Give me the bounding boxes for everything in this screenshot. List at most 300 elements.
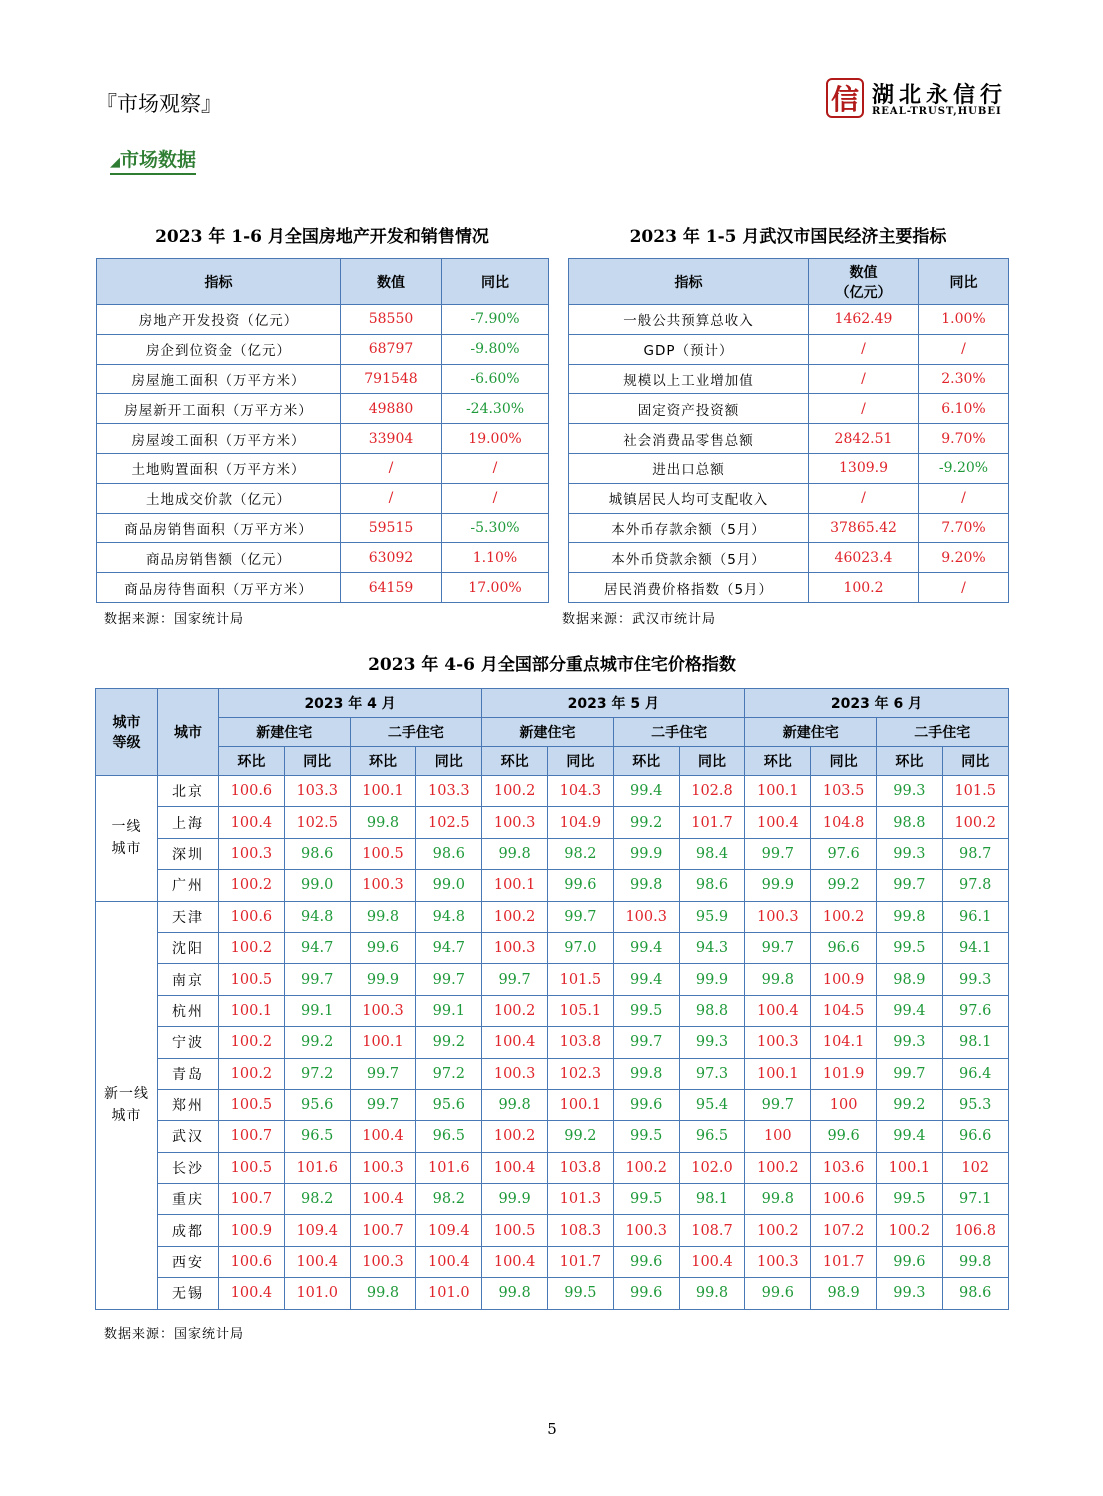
table2-header-value-unit: （亿元） bbox=[835, 284, 892, 301]
index-cell: 99.6 bbox=[877, 1246, 943, 1277]
tier-label-line2: 城市 bbox=[111, 1108, 142, 1125]
index-cell: 101.9 bbox=[811, 1058, 877, 1089]
housing-type-header: 二手住宅 bbox=[613, 718, 745, 747]
index-cell: 99.2 bbox=[416, 1027, 482, 1058]
index-cell: 100.7 bbox=[219, 1121, 285, 1152]
index-cell: 98.7 bbox=[942, 838, 1008, 869]
index-cell: 100.3 bbox=[482, 807, 548, 838]
metric-header: 同比 bbox=[811, 747, 877, 776]
value-cell: 49880 bbox=[341, 394, 442, 424]
index-cell: 101.7 bbox=[811, 1246, 877, 1277]
indicator-cell: 土地成交价款（亿元） bbox=[97, 483, 341, 513]
indicator-cell: 房屋竣工面积（万平方米） bbox=[97, 424, 341, 454]
index-cell: 100.4 bbox=[416, 1246, 482, 1277]
yoy-cell: 1.00% bbox=[919, 305, 1009, 335]
table-row bbox=[96, 1215, 1009, 1246]
housing-type-header: 新建住宅 bbox=[219, 718, 351, 747]
city-cell: 重庆 bbox=[158, 1184, 219, 1215]
index-cell: 99.8 bbox=[482, 1278, 548, 1309]
city-cell: 天津 bbox=[158, 901, 219, 932]
index-cell: 99.8 bbox=[350, 1278, 416, 1309]
table-row bbox=[97, 305, 549, 335]
index-cell: 96.6 bbox=[942, 1121, 1008, 1152]
index-cell: 100.2 bbox=[745, 1152, 811, 1183]
metric-header: 环比 bbox=[219, 747, 285, 776]
value-cell: 59515 bbox=[341, 513, 442, 543]
index-cell: 100.4 bbox=[679, 1246, 745, 1277]
index-cell: 100.6 bbox=[219, 1246, 285, 1277]
index-cell: 99.7 bbox=[350, 1058, 416, 1089]
index-cell: 98.6 bbox=[679, 870, 745, 901]
index-cell: 94.7 bbox=[284, 932, 350, 963]
index-cell: 99.6 bbox=[613, 1089, 679, 1120]
index-cell: 104.3 bbox=[548, 776, 614, 807]
index-cell: 97.0 bbox=[548, 932, 614, 963]
index-cell: 99.7 bbox=[548, 901, 614, 932]
table3-source: 数据来源：国家统计局 bbox=[104, 1327, 245, 1342]
index-cell: 100.3 bbox=[350, 1152, 416, 1183]
city-cell: 杭州 bbox=[158, 995, 219, 1026]
table-row bbox=[96, 1058, 1009, 1089]
index-cell: 99.5 bbox=[877, 1184, 943, 1215]
index-cell: 96.1 bbox=[942, 901, 1008, 932]
index-cell: 100.4 bbox=[219, 807, 285, 838]
page-number: 5 bbox=[547, 1420, 557, 1438]
housing-type-header: 新建住宅 bbox=[745, 718, 877, 747]
table2-header-value-line1: 数值 bbox=[849, 264, 878, 281]
value-cell: / bbox=[809, 483, 919, 513]
yoy-cell: / bbox=[442, 483, 549, 513]
table-row bbox=[96, 901, 1009, 932]
value-cell: / bbox=[809, 364, 919, 394]
metric-header: 同比 bbox=[548, 747, 614, 776]
index-cell: 99.0 bbox=[416, 870, 482, 901]
index-cell: 99.7 bbox=[745, 1089, 811, 1120]
metric-header: 同比 bbox=[679, 747, 745, 776]
index-cell: 99.8 bbox=[482, 838, 548, 869]
metric-header: 环比 bbox=[350, 747, 416, 776]
index-cell: 98.6 bbox=[416, 838, 482, 869]
index-cell: 99.8 bbox=[745, 1184, 811, 1215]
index-cell: 99.0 bbox=[284, 870, 350, 901]
index-cell: 96.5 bbox=[284, 1121, 350, 1152]
index-cell: 99.5 bbox=[613, 1121, 679, 1152]
index-cell: 100.4 bbox=[745, 995, 811, 1026]
table-row bbox=[97, 424, 549, 454]
index-cell: 100.3 bbox=[613, 1215, 679, 1246]
table-row bbox=[96, 870, 1009, 901]
index-cell: 95.3 bbox=[942, 1089, 1008, 1120]
value-cell: / bbox=[809, 394, 919, 424]
index-cell: 96.5 bbox=[416, 1121, 482, 1152]
index-cell: 99.7 bbox=[877, 1058, 943, 1089]
index-cell: 98.9 bbox=[811, 1278, 877, 1309]
yoy-cell: 2.30% bbox=[919, 364, 1009, 394]
yoy-cell: 17.00% bbox=[442, 573, 549, 603]
table-row bbox=[97, 364, 549, 394]
index-cell: 100.2 bbox=[482, 1121, 548, 1152]
index-cell: 100.2 bbox=[482, 995, 548, 1026]
index-cell: 98.2 bbox=[416, 1184, 482, 1215]
index-cell: 99.5 bbox=[613, 1184, 679, 1215]
index-cell: 98.6 bbox=[942, 1278, 1008, 1309]
index-cell: 100.1 bbox=[350, 776, 416, 807]
index-cell: 100.1 bbox=[745, 776, 811, 807]
table-row bbox=[96, 932, 1009, 963]
index-cell: 103.6 bbox=[811, 1152, 877, 1183]
index-cell: 104.1 bbox=[811, 1027, 877, 1058]
index-cell: 99.4 bbox=[613, 932, 679, 963]
table-row bbox=[569, 543, 1009, 573]
index-cell: 98.9 bbox=[877, 964, 943, 995]
index-cell: 100.1 bbox=[877, 1152, 943, 1183]
indicator-cell: 房企到位资金（亿元） bbox=[97, 334, 341, 364]
table2-source: 数据来源：武汉市统计局 bbox=[562, 612, 717, 627]
yoy-cell: -6.60% bbox=[442, 364, 549, 394]
month-header: 2023 年 6 月 bbox=[745, 689, 1008, 718]
index-cell: 99.7 bbox=[350, 1089, 416, 1120]
triangle-marker-icon: ◢ bbox=[110, 155, 120, 170]
index-cell: 99.7 bbox=[613, 1027, 679, 1058]
table-row bbox=[96, 776, 1009, 807]
index-cell: 101.7 bbox=[679, 807, 745, 838]
index-cell: 95.6 bbox=[284, 1089, 350, 1120]
table-row bbox=[569, 483, 1009, 513]
housing-type-header: 二手住宅 bbox=[350, 718, 482, 747]
index-cell: 100.5 bbox=[482, 1215, 548, 1246]
index-cell: 109.4 bbox=[416, 1215, 482, 1246]
index-cell: 100 bbox=[745, 1121, 811, 1152]
index-cell: 99.2 bbox=[284, 1027, 350, 1058]
city-cell: 宁波 bbox=[158, 1027, 219, 1058]
table-row bbox=[96, 964, 1009, 995]
index-cell: 99.1 bbox=[284, 995, 350, 1026]
index-cell: 97.8 bbox=[942, 870, 1008, 901]
city-cell: 南京 bbox=[158, 964, 219, 995]
index-cell: 99.2 bbox=[548, 1121, 614, 1152]
yoy-cell: 19.00% bbox=[442, 424, 549, 454]
index-cell: 100.1 bbox=[350, 1027, 416, 1058]
index-cell: 100.2 bbox=[219, 932, 285, 963]
index-cell: 99.6 bbox=[613, 1246, 679, 1277]
index-cell: 100.2 bbox=[942, 807, 1008, 838]
index-cell: 98.8 bbox=[679, 995, 745, 1026]
index-cell: 102.5 bbox=[284, 807, 350, 838]
table-row bbox=[96, 1152, 1009, 1183]
yoy-cell: 6.10% bbox=[919, 394, 1009, 424]
index-cell: 100.3 bbox=[613, 901, 679, 932]
index-cell: 100.4 bbox=[482, 1152, 548, 1183]
company-logo bbox=[826, 78, 1026, 122]
city-cell: 深圳 bbox=[158, 838, 219, 869]
indicator-cell: 土地购置面积（万平方米） bbox=[97, 453, 341, 483]
index-cell: 100.2 bbox=[219, 1027, 285, 1058]
index-cell: 97.2 bbox=[416, 1058, 482, 1089]
value-cell: 63092 bbox=[341, 543, 442, 573]
index-cell: 103.3 bbox=[416, 776, 482, 807]
table3-title: 2023 年 4-6 月全国部分重点城市住宅价格指数 bbox=[368, 655, 736, 675]
month-header: 2023 年 4 月 bbox=[219, 689, 482, 718]
table2-header-value bbox=[809, 259, 919, 305]
index-cell: 108.7 bbox=[679, 1215, 745, 1246]
value-cell: 46023.4 bbox=[809, 543, 919, 573]
index-cell: 97.6 bbox=[811, 838, 877, 869]
logo-english: REAL-TRUST,HUBEI bbox=[872, 106, 1002, 117]
index-cell: 100.1 bbox=[219, 995, 285, 1026]
index-cell: 108.3 bbox=[548, 1215, 614, 1246]
index-cell: 107.2 bbox=[811, 1215, 877, 1246]
index-cell: 98.8 bbox=[877, 807, 943, 838]
table1-source: 数据来源：国家统计局 bbox=[104, 612, 245, 627]
table-row bbox=[97, 394, 549, 424]
index-cell: 97.2 bbox=[284, 1058, 350, 1089]
index-cell: 99.9 bbox=[745, 870, 811, 901]
index-cell: 96.4 bbox=[942, 1058, 1008, 1089]
month-header: 2023 年 5 月 bbox=[482, 689, 745, 718]
index-cell: 103.5 bbox=[811, 776, 877, 807]
indicator-cell: 房地产开发投资（亿元） bbox=[97, 305, 341, 335]
city-cell: 长沙 bbox=[158, 1152, 219, 1183]
index-cell: 94.7 bbox=[416, 932, 482, 963]
yoy-cell: -7.90% bbox=[442, 305, 549, 335]
city-cell: 沈阳 bbox=[158, 932, 219, 963]
metric-header: 环比 bbox=[482, 747, 548, 776]
value-cell: 68797 bbox=[341, 334, 442, 364]
index-cell: 100.3 bbox=[350, 1246, 416, 1277]
table-row bbox=[97, 573, 549, 603]
index-cell: 100.4 bbox=[350, 1184, 416, 1215]
index-cell: 99.8 bbox=[613, 1058, 679, 1089]
index-cell: 99.6 bbox=[613, 1278, 679, 1309]
index-cell: 99.3 bbox=[877, 838, 943, 869]
index-cell: 98.2 bbox=[284, 1184, 350, 1215]
index-cell: 101.3 bbox=[548, 1184, 614, 1215]
index-cell: 98.4 bbox=[679, 838, 745, 869]
yoy-cell: -5.30% bbox=[442, 513, 549, 543]
table-row bbox=[96, 807, 1009, 838]
table-row bbox=[97, 453, 549, 483]
indicator-cell: 规模以上工业增加值 bbox=[569, 364, 809, 394]
index-cell: 100.7 bbox=[350, 1215, 416, 1246]
index-cell: 99.3 bbox=[877, 1278, 943, 1309]
table-row bbox=[96, 995, 1009, 1026]
indicator-cell: 本外币贷款余额（5月） bbox=[569, 543, 809, 573]
index-cell: 99.8 bbox=[482, 1089, 548, 1120]
index-cell: 104.8 bbox=[811, 807, 877, 838]
indicator-cell: 进出口总额 bbox=[569, 453, 809, 483]
index-cell: 99.3 bbox=[679, 1027, 745, 1058]
yoy-cell: 9.20% bbox=[919, 543, 1009, 573]
index-cell: 100.2 bbox=[811, 901, 877, 932]
index-cell: 100.6 bbox=[811, 1184, 877, 1215]
index-cell: 98.1 bbox=[942, 1027, 1008, 1058]
index-cell: 98.1 bbox=[679, 1184, 745, 1215]
table2-title: 2023 年 1-5 月武汉市国民经济主要指标 bbox=[629, 227, 947, 247]
index-cell: 99.8 bbox=[745, 964, 811, 995]
table2-header-indicator: 指标 bbox=[569, 259, 809, 305]
index-cell: 95.9 bbox=[679, 901, 745, 932]
indicator-cell: 商品房销售面积（万平方米） bbox=[97, 513, 341, 543]
indicator-cell: 本外币存款余额（5月） bbox=[569, 513, 809, 543]
index-cell: 96.5 bbox=[679, 1121, 745, 1152]
subhead-text: 市场数据 bbox=[120, 149, 197, 171]
index-cell: 100.4 bbox=[482, 1027, 548, 1058]
index-cell: 100.3 bbox=[482, 932, 548, 963]
metric-header: 环比 bbox=[613, 747, 679, 776]
index-cell: 99.8 bbox=[679, 1278, 745, 1309]
table-row bbox=[96, 838, 1009, 869]
value-cell: 2842.51 bbox=[809, 424, 919, 454]
subhead bbox=[110, 145, 196, 175]
index-cell: 94.8 bbox=[284, 901, 350, 932]
index-cell: 100.2 bbox=[877, 1215, 943, 1246]
index-cell: 100.6 bbox=[219, 776, 285, 807]
city-cell: 广州 bbox=[158, 870, 219, 901]
index-cell: 97.6 bbox=[942, 995, 1008, 1026]
index-cell: 103.8 bbox=[548, 1152, 614, 1183]
index-cell: 100.2 bbox=[482, 901, 548, 932]
index-cell: 100.5 bbox=[219, 964, 285, 995]
index-cell: 101.5 bbox=[942, 776, 1008, 807]
index-cell: 100.2 bbox=[613, 1152, 679, 1183]
wuhan-economy-table bbox=[568, 258, 1009, 603]
metric-header: 同比 bbox=[416, 747, 482, 776]
value-cell: 33904 bbox=[341, 424, 442, 454]
table-row bbox=[97, 543, 549, 573]
index-cell: 100.4 bbox=[219, 1278, 285, 1309]
index-cell: 102.8 bbox=[679, 776, 745, 807]
index-cell: 99.6 bbox=[350, 932, 416, 963]
index-cell: 100.3 bbox=[350, 870, 416, 901]
section-label: 『市场观察』 bbox=[96, 92, 222, 116]
index-cell: 99.7 bbox=[416, 964, 482, 995]
city-cell: 无锡 bbox=[158, 1278, 219, 1309]
value-cell: 64159 bbox=[341, 573, 442, 603]
indicator-cell: 商品房待售面积（万平方米） bbox=[97, 573, 341, 603]
city-cell: 郑州 bbox=[158, 1089, 219, 1120]
city-cell: 成都 bbox=[158, 1215, 219, 1246]
index-cell: 100.5 bbox=[350, 838, 416, 869]
index-cell: 101.0 bbox=[284, 1278, 350, 1309]
tier-cell bbox=[96, 776, 158, 902]
tier-header-line1: 城市 bbox=[112, 715, 141, 731]
yoy-cell: / bbox=[919, 483, 1009, 513]
value-cell: 1309.9 bbox=[809, 453, 919, 483]
index-cell: 101.0 bbox=[416, 1278, 482, 1309]
index-cell: 94.8 bbox=[416, 901, 482, 932]
index-cell: 99.4 bbox=[613, 964, 679, 995]
table1-header-value: 数值 bbox=[341, 259, 442, 305]
index-cell: 99.3 bbox=[942, 964, 1008, 995]
index-cell: 100.2 bbox=[219, 1058, 285, 1089]
city-cell: 西安 bbox=[158, 1246, 219, 1277]
index-cell: 99.9 bbox=[679, 964, 745, 995]
index-cell: 100.4 bbox=[284, 1246, 350, 1277]
value-cell: / bbox=[341, 453, 442, 483]
index-cell: 101.5 bbox=[548, 964, 614, 995]
indicator-cell: 固定资产投资额 bbox=[569, 394, 809, 424]
indicator-cell: 房屋施工面积（万平方米） bbox=[97, 364, 341, 394]
city-cell: 武汉 bbox=[158, 1121, 219, 1152]
index-cell: 103.3 bbox=[284, 776, 350, 807]
index-cell: 94.1 bbox=[942, 932, 1008, 963]
national-sales-table bbox=[96, 258, 549, 603]
index-cell: 99.2 bbox=[613, 807, 679, 838]
tier-label-line1: 新一线 bbox=[104, 1086, 149, 1103]
index-cell: 94.3 bbox=[679, 932, 745, 963]
index-cell: 100.3 bbox=[745, 1246, 811, 1277]
index-cell: 99.6 bbox=[811, 1121, 877, 1152]
index-cell: 99.7 bbox=[745, 838, 811, 869]
value-cell: 37865.42 bbox=[809, 513, 919, 543]
yoy-cell: 9.70% bbox=[919, 424, 1009, 454]
index-cell: 100.6 bbox=[219, 901, 285, 932]
yoy-cell: -9.80% bbox=[442, 334, 549, 364]
table-row bbox=[96, 1278, 1009, 1309]
table1-header-indicator: 指标 bbox=[97, 259, 341, 305]
index-cell: 99.8 bbox=[942, 1246, 1008, 1277]
table-row bbox=[96, 1089, 1009, 1120]
table-row bbox=[97, 513, 549, 543]
value-cell: 58550 bbox=[341, 305, 442, 335]
index-cell: 99.4 bbox=[613, 776, 679, 807]
indicator-cell: 居民消费价格指数（5月） bbox=[569, 573, 809, 603]
index-cell: 99.9 bbox=[350, 964, 416, 995]
index-cell: 100.3 bbox=[745, 1027, 811, 1058]
index-cell: 100.2 bbox=[219, 870, 285, 901]
index-cell: 99.1 bbox=[416, 995, 482, 1026]
logo-name: 湖北永信行 bbox=[872, 83, 1008, 108]
city-cell: 上海 bbox=[158, 807, 219, 838]
yoy-cell: / bbox=[919, 573, 1009, 603]
index-cell: 99.3 bbox=[877, 776, 943, 807]
table-row bbox=[97, 483, 549, 513]
index-cell: 100.9 bbox=[811, 964, 877, 995]
index-cell: 100.9 bbox=[219, 1215, 285, 1246]
index-cell: 99.7 bbox=[482, 964, 548, 995]
yoy-cell: / bbox=[442, 453, 549, 483]
table-row bbox=[96, 1246, 1009, 1277]
index-cell: 100.3 bbox=[350, 995, 416, 1026]
indicator-cell: 一般公共预算总收入 bbox=[569, 305, 809, 335]
index-cell: 99.6 bbox=[548, 870, 614, 901]
index-cell: 99.9 bbox=[613, 838, 679, 869]
index-cell: 102.5 bbox=[416, 807, 482, 838]
value-cell: / bbox=[809, 334, 919, 364]
value-cell: 100.2 bbox=[809, 573, 919, 603]
table-row bbox=[569, 453, 1009, 483]
tier-header-line2: 等级 bbox=[112, 735, 141, 751]
index-cell: 99.6 bbox=[745, 1278, 811, 1309]
index-cell: 99.2 bbox=[811, 870, 877, 901]
table-row bbox=[569, 364, 1009, 394]
table-row bbox=[569, 424, 1009, 454]
index-cell: 98.6 bbox=[284, 838, 350, 869]
yoy-cell: 1.10% bbox=[442, 543, 549, 573]
index-cell: 95.6 bbox=[416, 1089, 482, 1120]
table1-header-yoy: 同比 bbox=[442, 259, 549, 305]
index-cell: 99.8 bbox=[350, 901, 416, 932]
city-cell: 北京 bbox=[158, 776, 219, 807]
index-cell: 99.9 bbox=[482, 1184, 548, 1215]
indicator-cell: 社会消费品零售总额 bbox=[569, 424, 809, 454]
city-price-index-table bbox=[95, 688, 1009, 1310]
index-cell: 101.7 bbox=[548, 1246, 614, 1277]
index-cell: 100.3 bbox=[745, 901, 811, 932]
index-cell: 99.4 bbox=[877, 1121, 943, 1152]
logo-seal-icon: 信 bbox=[826, 78, 864, 118]
index-cell: 105.1 bbox=[548, 995, 614, 1026]
